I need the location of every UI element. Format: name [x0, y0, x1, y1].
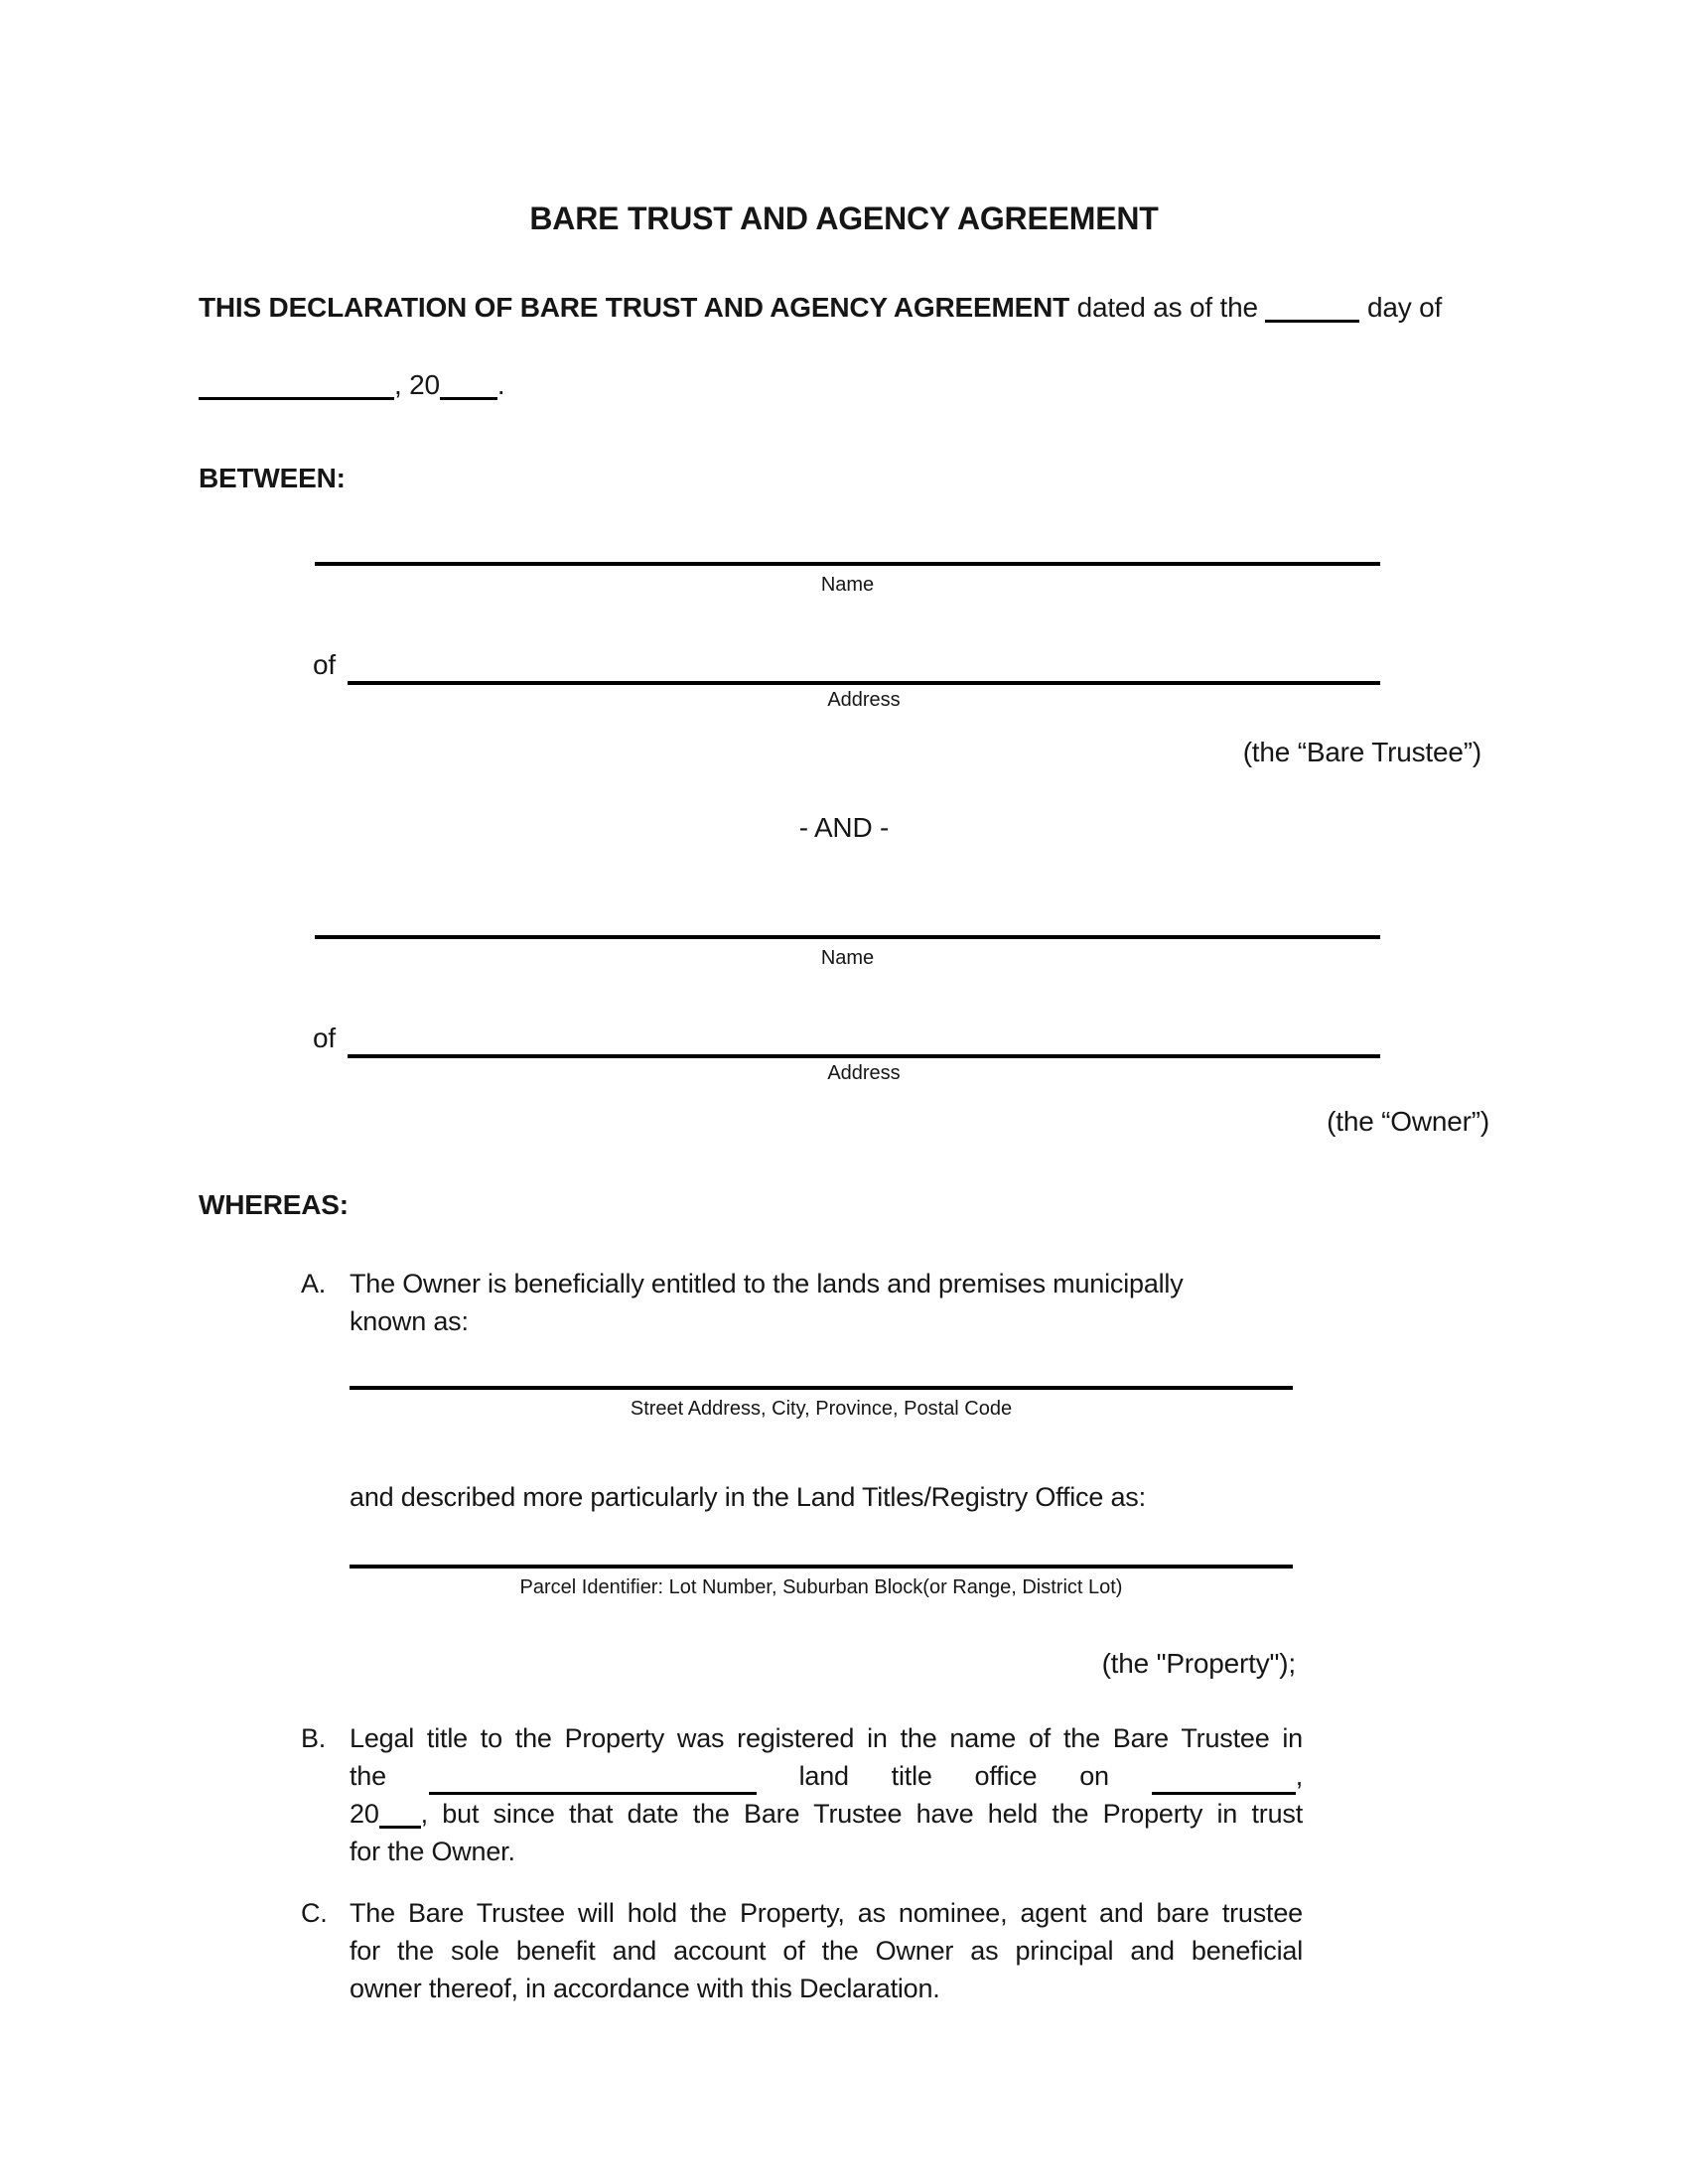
owner-designation: (the “Owner”): [1327, 1106, 1489, 1137]
recital-b: [301, 1719, 1489, 1870]
recital-b-comma: ,: [1295, 1761, 1303, 1791]
intro-period: .: [496, 369, 505, 400]
recital-a: [301, 1265, 1489, 1340]
registration-date-blank[interactable]: [1152, 1784, 1296, 1795]
owner-address-row: [313, 1019, 1380, 1058]
recital-b-line3: [350, 1795, 1303, 1833]
recital-c: [301, 1894, 1489, 2007]
owner-name-blank[interactable]: [315, 901, 1380, 939]
intro-year-blank[interactable]: [440, 367, 497, 400]
intro-comma-20: , 20: [394, 369, 440, 400]
recital-b-line3-rest: , but since that date the Bare Trustee have held the Property in trust: [420, 1799, 1303, 1829]
trustee-address-blank[interactable]: [348, 673, 1380, 685]
recital-c-line1: The Bare Trustee will hold the Property, as nominee, agent and bare trustee: [350, 1898, 1303, 1928]
property-designation: (the "Property");: [1101, 1648, 1296, 1679]
recital-c-line2: for the sole benefit and account of the Owner as principal and beneficial: [350, 1936, 1303, 1966]
recital-b-word-land: land: [798, 1761, 849, 1791]
intro-bold-text: THIS DECLARATION OF BARE TRUST AND AGENCY AGREEMENT: [199, 292, 1069, 323]
registration-year-blank[interactable]: [379, 1796, 421, 1829]
recital-c-text: [350, 1894, 1303, 2007]
owner-address-blank[interactable]: [348, 1046, 1380, 1058]
trustee-address-row: [313, 645, 1380, 685]
whereas-label: WHEREAS:: [199, 1189, 349, 1220]
recital-a-text: [350, 1265, 1303, 1340]
trustee-name-blank[interactable]: [315, 528, 1380, 566]
trustee-name-label: Name: [820, 574, 875, 596]
and-separator: - AND -: [798, 812, 890, 843]
trustee-designation: (the “Bare Trustee”): [1242, 737, 1481, 767]
recital-b-line2: [350, 1757, 1303, 1795]
intro-paragraph-line2: [199, 365, 1489, 405]
registration-date-group: [1152, 1757, 1303, 1795]
recital-b-word-title: title: [891, 1761, 932, 1791]
owner-address-label: Address: [827, 1062, 901, 1084]
owner-of-label: of: [313, 1023, 336, 1053]
parcel-identifier-label: Parcel Identifier: Lot Number, Suburban Block(or Range, District Lot): [519, 1576, 1123, 1598]
registry-office-line: and described more particularly in the Land Titles/Registry Office as:: [350, 1482, 1146, 1512]
document-title: BARE TRUST AND AGENCY AGREEMENT: [529, 201, 1159, 236]
recital-a-line1: The Owner is beneficially entitled to the lands and premises municipally: [350, 1269, 1184, 1298]
recital-a-line2: known as:: [350, 1306, 469, 1336]
recital-b-word-on: on: [1079, 1761, 1109, 1791]
recital-b-year-prefix: 20: [350, 1799, 379, 1829]
recital-b-text: [350, 1719, 1303, 1870]
recital-b-word-office: office: [974, 1761, 1038, 1791]
intro-after-bold: dated as of the: [1076, 292, 1258, 323]
street-address-blank[interactable]: [350, 1352, 1293, 1390]
intro-day-blank[interactable]: [1265, 290, 1359, 323]
recital-b-line1: Legal title to the Property was registered in the name of the Bare Trustee in: [350, 1723, 1303, 1753]
trustee-address-label: Address: [827, 689, 901, 711]
recital-b-line4: for the Owner.: [350, 1837, 515, 1866]
recital-c-line3: owner thereof, in accordance with this Declaration.: [350, 1974, 940, 2003]
intro-day-of: day of: [1367, 292, 1443, 323]
street-address-label: Street Address, City, Province, Postal Code: [630, 1398, 1013, 1420]
intro-month-blank[interactable]: [199, 367, 394, 400]
registry-office-name-blank[interactable]: [429, 1784, 757, 1795]
recital-a-letter: A.: [301, 1269, 327, 1298]
intro-paragraph-line1: [199, 288, 1489, 328]
between-label: BETWEEN:: [199, 463, 346, 493]
recital-c-letter: C.: [301, 1898, 328, 1928]
recital-b-letter: B.: [301, 1723, 327, 1753]
parcel-identifier-blank[interactable]: [350, 1531, 1293, 1569]
recital-b-word-the: the: [350, 1761, 386, 1791]
owner-name-label: Name: [820, 947, 875, 969]
trustee-of-label: of: [313, 649, 336, 680]
